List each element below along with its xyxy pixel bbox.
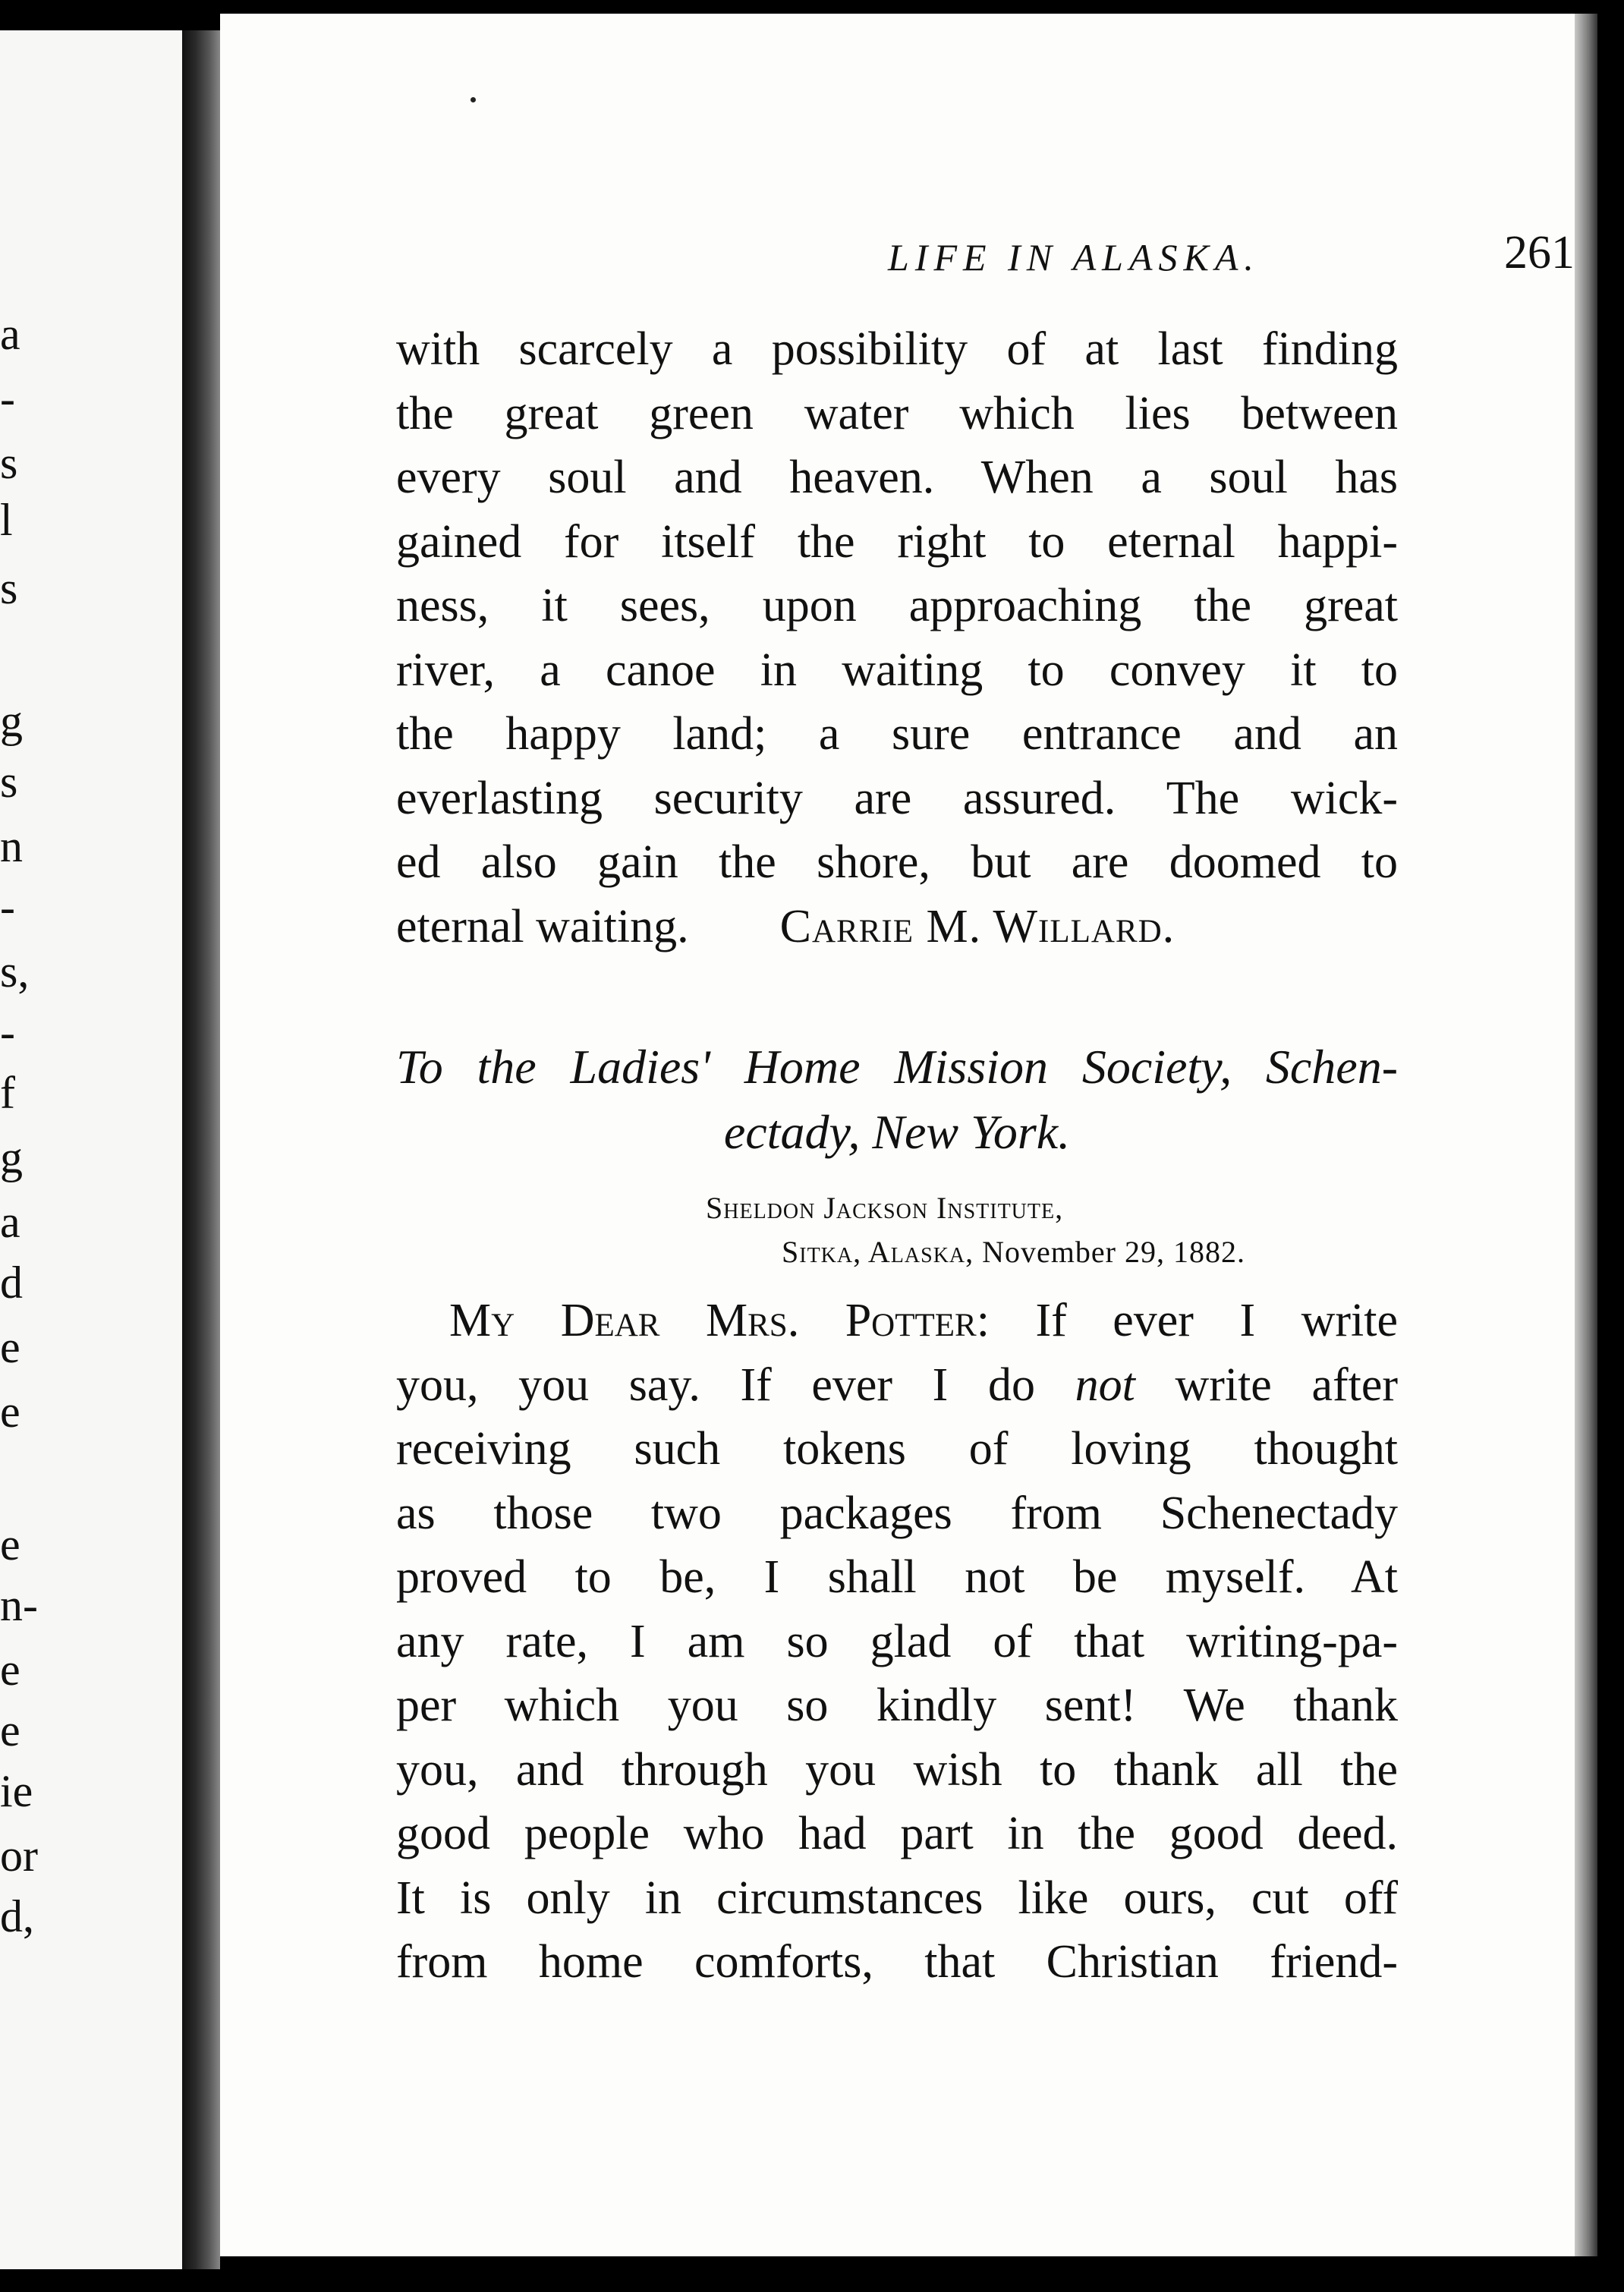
address-line-2 [782, 1230, 1245, 1274]
facing-page-fragment: d, [0, 1891, 34, 1941]
heading-line-1: To the Ladies' Home Mission Society, Schen- [396, 1040, 1398, 1094]
running-head: LIFE IN ALASKA. [888, 236, 1260, 279]
address-line-1: Sheldon Jackson Institute, [706, 1191, 1064, 1225]
signature: Carrie M. Willard. [779, 900, 1176, 952]
text-line: every soul and heaven. When a soul has [396, 452, 1398, 503]
facing-page-fragment: g [0, 696, 23, 746]
facing-page-edge [0, 30, 187, 2269]
text-line: gained for itself the right to eternal happi- [396, 515, 1398, 568]
facing-page-fragment: a [0, 1197, 20, 1247]
salutation-rest: : If ever I write [976, 1295, 1398, 1346]
text-line: It is only in circumstances like ours, cut off [396, 1872, 1398, 1924]
text-line: receiving such tokens of loving thought [396, 1423, 1398, 1475]
text-line [396, 895, 1398, 959]
text-line: with scarcely a possibility of at last finding [396, 323, 1398, 375]
letter-heading [396, 1034, 1398, 1165]
facing-page-fragment: or [0, 1831, 38, 1881]
facing-page-fragment: - [0, 1007, 15, 1057]
address-date: November 29, 1882. [982, 1235, 1245, 1269]
facing-page-fragment: e [0, 1519, 20, 1569]
text-line: any rate, I am so glad of that writing-pa- [396, 1615, 1398, 1667]
facing-page-fragment: s [0, 563, 18, 613]
facing-page-fragment: s, [0, 946, 30, 996]
facing-page-fragment: n [0, 821, 23, 871]
facing-page-fragment: d [0, 1258, 23, 1308]
book-gutter [182, 30, 220, 2269]
text-line: the happy land; a sure entrance and an [396, 708, 1398, 760]
text-line: river, a canoe in waiting to convey it to [396, 644, 1398, 696]
text-line: everlasting security are assured. The wick- [396, 772, 1398, 824]
text-line [396, 1353, 1398, 1418]
ink-speck [471, 97, 476, 102]
line-part: write after [1175, 1359, 1399, 1411]
text-line: proved to be, I shall not be myself. At [396, 1551, 1398, 1603]
facing-page-fragment: g [0, 1132, 23, 1182]
text-line: you, and through you wish to thank all the [396, 1743, 1398, 1796]
facing-page-fragment: f [0, 1068, 15, 1118]
facing-page-fragment: ie [0, 1766, 33, 1816]
heading-line-2: ectady, New York. [723, 1105, 1071, 1159]
text-line: from home comforts, that Christian friend- [396, 1936, 1398, 1988]
line-part: you, you say. If ever I do [396, 1359, 1035, 1411]
paragraph-continued [396, 317, 1398, 959]
page-edge [1575, 14, 1597, 2256]
text-line: ness, it sees, upon approaching the great [396, 580, 1398, 631]
text-line: the great green water which lies between [396, 387, 1398, 439]
facing-page-fragment: n- [0, 1580, 38, 1630]
facing-page-fragment: e [0, 1645, 20, 1695]
facing-page-fragment: l [0, 495, 13, 545]
emphasis: not [1075, 1359, 1135, 1411]
page-number: 261 [1504, 227, 1575, 279]
facing-page-fragment: - [0, 882, 15, 932]
facing-page-fragment: e [0, 1322, 20, 1372]
text-line: per which you so kindly sent! We thank [396, 1680, 1398, 1731]
facing-page-fragment: a [0, 309, 20, 359]
facing-page-fragment: s [0, 438, 18, 488]
facing-page-fragment: s [0, 757, 18, 807]
facing-page-fragment: e [0, 1705, 20, 1755]
page-header [402, 226, 1575, 287]
address-place: Sitka, Alaska, [782, 1235, 974, 1269]
text-line: good people who had part in the good deed. [396, 1808, 1398, 1859]
last-line-text: eternal waiting. [396, 900, 689, 952]
letter-address [706, 1186, 1245, 1274]
text-line [396, 1289, 1398, 1353]
facing-page-fragment: - [0, 373, 15, 423]
text-line: as those two packages from Schenectady [396, 1487, 1398, 1539]
book-page [220, 14, 1575, 2256]
letter-body [396, 1289, 1398, 1994]
facing-page-fragment: e [0, 1387, 20, 1437]
text-line: ed also gain the shore, but are doomed to [396, 836, 1398, 888]
salutation: My Dear Mrs. Potter [449, 1295, 977, 1346]
